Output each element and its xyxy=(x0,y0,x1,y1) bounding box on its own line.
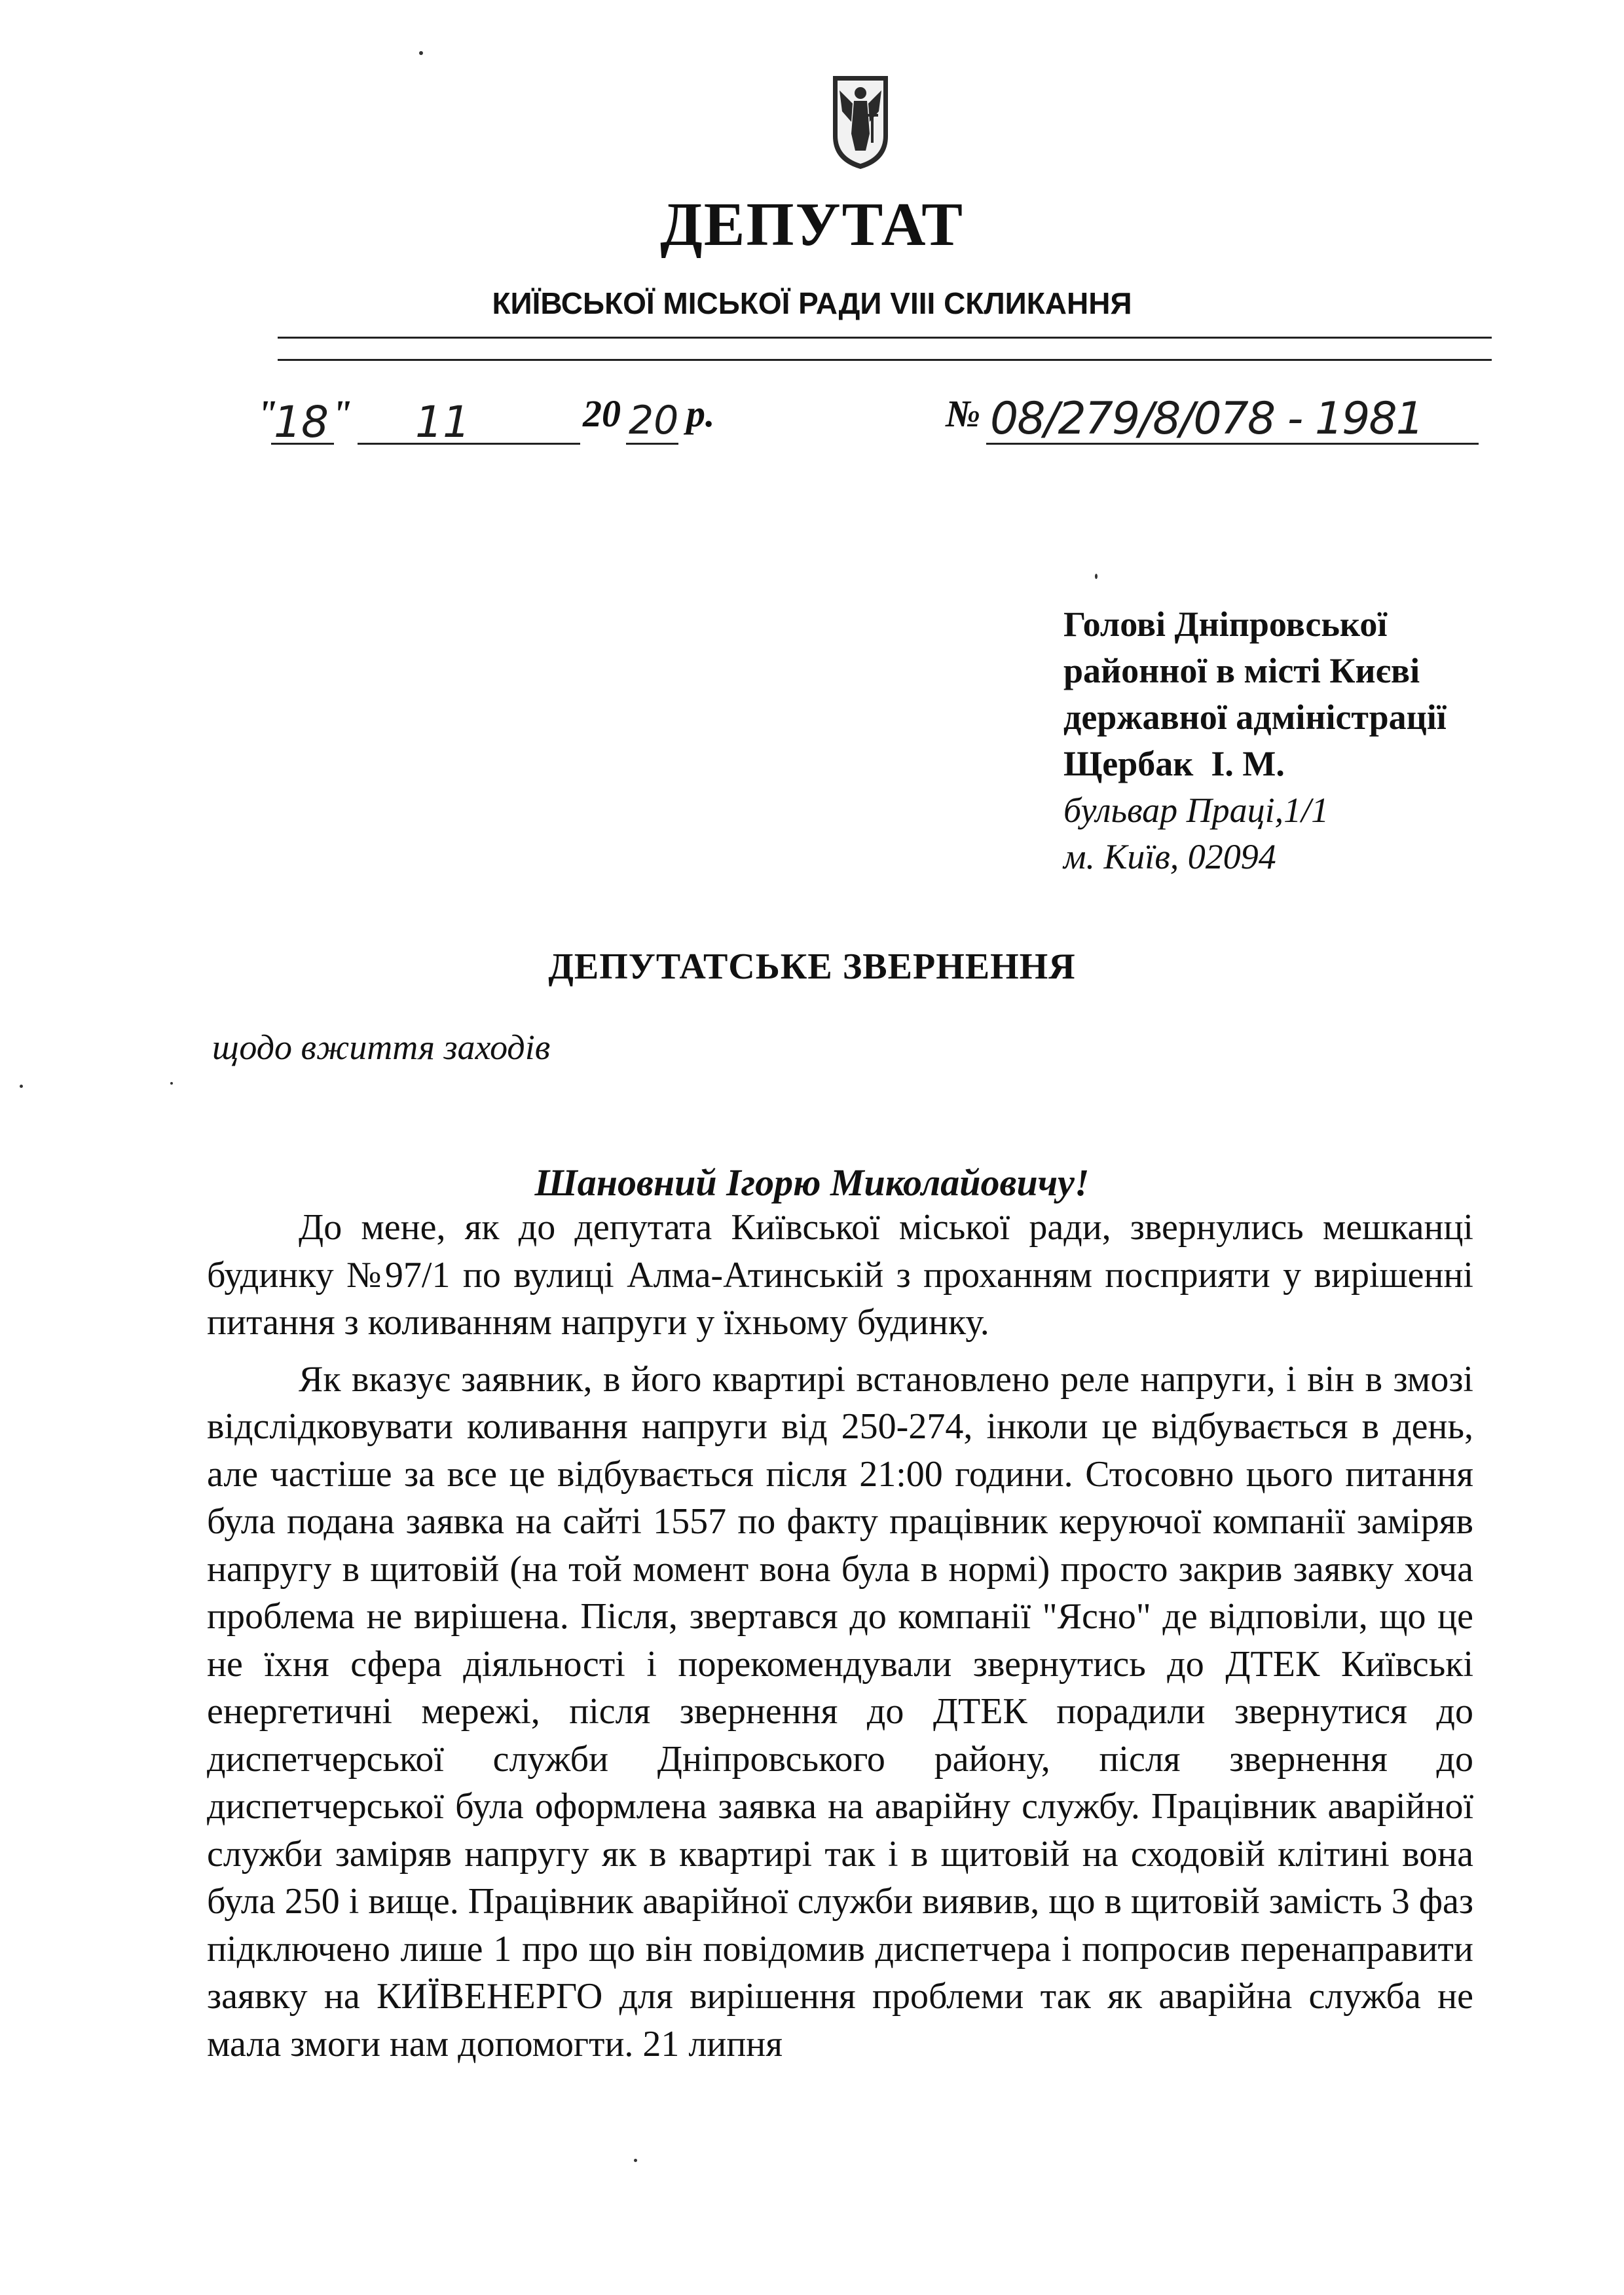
reg-number-underline xyxy=(986,443,1479,445)
scan-speck xyxy=(170,1082,173,1085)
letter-body xyxy=(207,1204,1473,2068)
date-year-underline xyxy=(626,443,678,445)
addressee-block xyxy=(1063,601,1600,880)
addressee-line-3: державної адміністрації xyxy=(1063,698,1447,737)
date-open-quote: " xyxy=(257,392,278,435)
letterhead-title: ДЕПУТАТ xyxy=(660,191,964,259)
scan-speck xyxy=(634,2159,637,2162)
date-year-prefix: 20 xyxy=(583,392,621,435)
date-month-underline xyxy=(358,443,580,445)
addressee-name: Щербак І. М. xyxy=(1063,744,1285,783)
document-subject: щодо вжиття заходів xyxy=(212,1028,551,1067)
letterhead-rule-bottom xyxy=(278,359,1492,361)
date-year-abbr: р. xyxy=(686,392,715,435)
addressee-line-1: Голові Дніпровської xyxy=(1063,605,1388,644)
date-day-underline xyxy=(271,443,334,445)
addressee-city: м. Київ, 02094 xyxy=(1063,837,1276,876)
salutation: Шановний Ігорю Миколайовичу! xyxy=(534,1161,1090,1204)
reg-number-label: № xyxy=(946,392,981,435)
date-month: 11 xyxy=(415,397,470,447)
scan-speck xyxy=(20,1085,23,1088)
body-paragraph-2: Як вказує заявник, в його квартирі встановлено реле напруги, і він в змозі відслідковувати коливання напруги від 250-274, інколи це відбувається в день, але частіше за все це відбувається після 21:00 години. Стосовно цього питання була подана заявка на сайті 1557 по факту працівник керуючої компанії заміряв напругу в щитовій (на той момент вона була в нормі) просто закрив заявку хоча проблема не вирішена. Після, звертався до компанії "Ясно" де відповіли, що це не їхня сфера діяльності і порекомендували звернутись до ДТЕК Київські енергетичні мережі, після звернення до ДТЕК порадили звернутися до диспетчерської служби Дніпровського району, після звернення до диспетчерської була оформлена заявка на аварійну службу. Працівник аварійної служби заміряв напругу як в квартирі так і в щитовій на сходовій клітині вона була 250 і вище. Працівник аварійної служби виявив, що в щитовій замість 3 фаз підключено лише 1 про що він повідомив диспетчера і попросив перенаправити заявку на КИЇВЕНЕРГО для вирішення проблеми так як аварійна служба не мала змоги нам допомогти. 21 липня xyxy=(207,1358,1473,2064)
date-year-suffix: 20 xyxy=(629,398,679,443)
date-day: 18 xyxy=(274,397,329,447)
letterhead-subtitle: КИЇВСЬКОЇ МІСЬКОЇ РАДИ VIII СКЛИКАННЯ xyxy=(492,286,1132,320)
letterhead-rule-top xyxy=(278,337,1492,339)
scan-speck xyxy=(1095,574,1098,579)
reg-number: 08/279/8/078 - 1981 xyxy=(990,393,1423,445)
document-heading: ДЕПУТАТСЬКЕ ЗВЕРНЕННЯ xyxy=(548,946,1076,987)
scan-speck xyxy=(419,51,423,55)
addressee-street: бульвар Праці,1/1 xyxy=(1063,791,1329,830)
body-paragraph-1: До мене, як до депутата Київської міської ради, звернулись мешканці будинку №97/1 по вулиці Алма-Атинській з проханням посприяти у вирішенні питання з коливанням напруги у їхньому будинку. xyxy=(207,1207,1473,1343)
kyiv-coat-of-arms-icon xyxy=(830,73,891,172)
addressee-line-2: районної в місті Києві xyxy=(1063,651,1420,690)
date-close-quote: " xyxy=(331,392,353,435)
